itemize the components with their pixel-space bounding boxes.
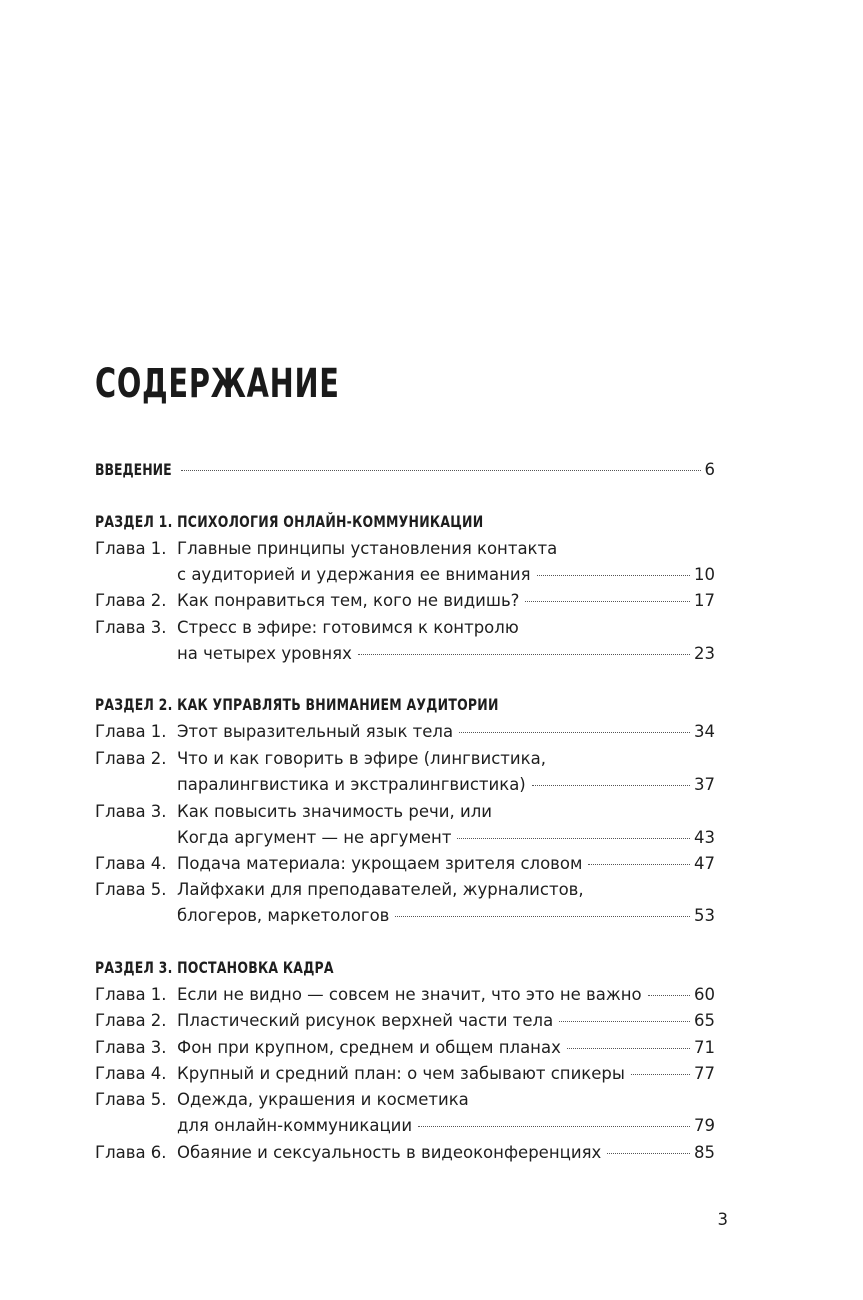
chapter-title: Подача материала: укрощаем зрителя словом	[177, 854, 583, 873]
chapter-title: Пластический рисунок верхней части тела	[177, 1011, 554, 1030]
toc-entry-continuation[interactable]	[95, 641, 715, 667]
toc-entry[interactable]	[95, 799, 715, 825]
chapter-title: Этот выразительный язык тела	[177, 722, 454, 741]
dot-leader	[532, 785, 690, 786]
chapter-title: для онлайн-коммуникации	[177, 1116, 413, 1135]
dot-leader	[525, 601, 690, 602]
toc-entry-title: ВВЕДЕНИЕ	[95, 460, 172, 479]
section-heading-1	[95, 509, 715, 535]
chapter-label: Глава 1.	[95, 985, 167, 1004]
dot-leader	[418, 1126, 690, 1127]
chapter-title: Когда аргумент — не аргумент	[177, 828, 452, 847]
section-title: РАЗДЕЛ 2. КАК УПРАВЛЯТЬ ВНИМАНИЕМ АУДИТОРИИ	[95, 695, 499, 714]
chapter-label: Глава 2.	[95, 1011, 167, 1030]
toc-entry-continuation[interactable]	[95, 772, 715, 798]
toc-page-number: 77	[694, 1064, 715, 1083]
toc-entry[interactable]	[95, 588, 715, 614]
toc-entry[interactable]	[95, 982, 715, 1008]
toc-entry-continuation[interactable]	[95, 1113, 715, 1139]
toc-entry[interactable]	[95, 1035, 715, 1061]
toc-page-number: 60	[694, 985, 715, 1004]
chapter-title: Одежда, украшения и косметика	[177, 1090, 469, 1109]
toc-entry[interactable]	[95, 719, 715, 745]
chapter-label: Глава 2.	[95, 749, 167, 768]
chapter-label: Глава 3.	[95, 802, 167, 821]
chapter-title: на четырех уровнях	[177, 644, 352, 663]
section-heading-3	[95, 955, 715, 981]
toc-entry-continuation[interactable]	[95, 903, 715, 929]
dot-leader	[457, 838, 690, 839]
dot-leader	[588, 864, 690, 865]
toc-entry-continuation[interactable]	[95, 562, 715, 588]
toc-entry[interactable]	[95, 1140, 715, 1166]
chapter-title: блогеров, маркетологов	[177, 906, 390, 925]
dot-leader	[181, 470, 700, 471]
chapter-label: Глава 4.	[95, 1064, 167, 1083]
toc-entry[interactable]	[95, 1061, 715, 1087]
chapter-label: Глава 6.	[95, 1143, 167, 1162]
chapter-title: Обаяние и сексуальность в видеоконференциях	[177, 1143, 602, 1162]
toc-entry[interactable]	[95, 1008, 715, 1034]
toc-page-number: 37	[694, 775, 715, 794]
chapter-title: Как повысить значимость речи, или	[177, 802, 492, 821]
page-title: СОДЕРЖАНИЕ	[95, 361, 340, 407]
chapter-title: Лайфхаки для преподавателей, журналистов,	[177, 880, 584, 899]
toc-page-number: 6	[704, 460, 715, 479]
toc-entry[interactable]	[95, 746, 715, 772]
chapter-title: Как понравиться тем, кого не видишь?	[177, 591, 520, 610]
chapter-title: Фон при крупном, среднем и общем планах	[177, 1038, 561, 1057]
toc-entry[interactable]	[95, 851, 715, 877]
dot-leader	[559, 1021, 690, 1022]
chapter-title: Стресс в эфире: готовимся к контролю	[177, 618, 519, 637]
chapter-label: Глава 1.	[95, 722, 167, 741]
toc-page-number: 85	[694, 1143, 715, 1162]
chapter-title: паралингвистика и экстралингвистика)	[177, 775, 526, 794]
chapter-title: Крупный и средний план: о чем забывают спикеры	[177, 1064, 625, 1083]
chapter-label: Глава 4.	[95, 854, 167, 873]
dot-leader	[537, 575, 690, 576]
toc-page-number: 47	[694, 854, 715, 873]
toc-page-number: 34	[694, 722, 715, 741]
toc-entry[interactable]	[95, 877, 715, 903]
section-title: РАЗДЕЛ 1. ПСИХОЛОГИЯ ОНЛАЙН-КОММУНИКАЦИИ	[95, 512, 484, 531]
chapter-title: Если не видно — совсем не значит, что это не важно	[177, 985, 642, 1004]
dot-leader	[459, 732, 690, 733]
toc-entry-continuation[interactable]	[95, 825, 715, 851]
toc-page-number: 79	[694, 1116, 715, 1135]
dot-leader	[358, 654, 690, 655]
toc-entry[interactable]	[95, 615, 715, 641]
chapter-label: Глава 2.	[95, 591, 167, 610]
toc-entry[interactable]	[95, 536, 715, 562]
dot-leader	[567, 1048, 690, 1049]
toc-page-number: 65	[694, 1011, 715, 1030]
toc-entry-introduction[interactable]	[95, 457, 715, 483]
chapter-label: Глава 5.	[95, 1090, 167, 1109]
chapter-title: Главные принципы установления контакта	[177, 539, 558, 558]
chapter-label: Глава 1.	[95, 539, 167, 558]
chapter-label: Глава 5.	[95, 880, 167, 899]
chapter-label: Глава 3.	[95, 1038, 167, 1057]
toc-page-number: 23	[694, 644, 715, 663]
dot-leader	[648, 995, 690, 996]
chapter-label: Глава 3.	[95, 618, 167, 637]
toc-entry[interactable]	[95, 1087, 715, 1113]
toc-page-number: 43	[694, 828, 715, 847]
toc-page-number: 53	[694, 906, 715, 925]
page-number: 3	[717, 1210, 728, 1229]
dot-leader	[631, 1074, 690, 1075]
dot-leader	[607, 1153, 690, 1154]
chapter-title: Что и как говорить в эфире (лингвистика,	[177, 749, 546, 768]
chapter-title: с аудиторией и удержания ее внимания	[177, 565, 531, 584]
dot-leader	[395, 916, 690, 917]
section-title: РАЗДЕЛ 3. ПОСТАНОВКА КАДРА	[95, 958, 334, 977]
toc-page-number: 71	[694, 1038, 715, 1057]
toc-page-number: 10	[694, 565, 715, 584]
toc-page-number: 17	[694, 591, 715, 610]
section-heading-2	[95, 692, 715, 718]
